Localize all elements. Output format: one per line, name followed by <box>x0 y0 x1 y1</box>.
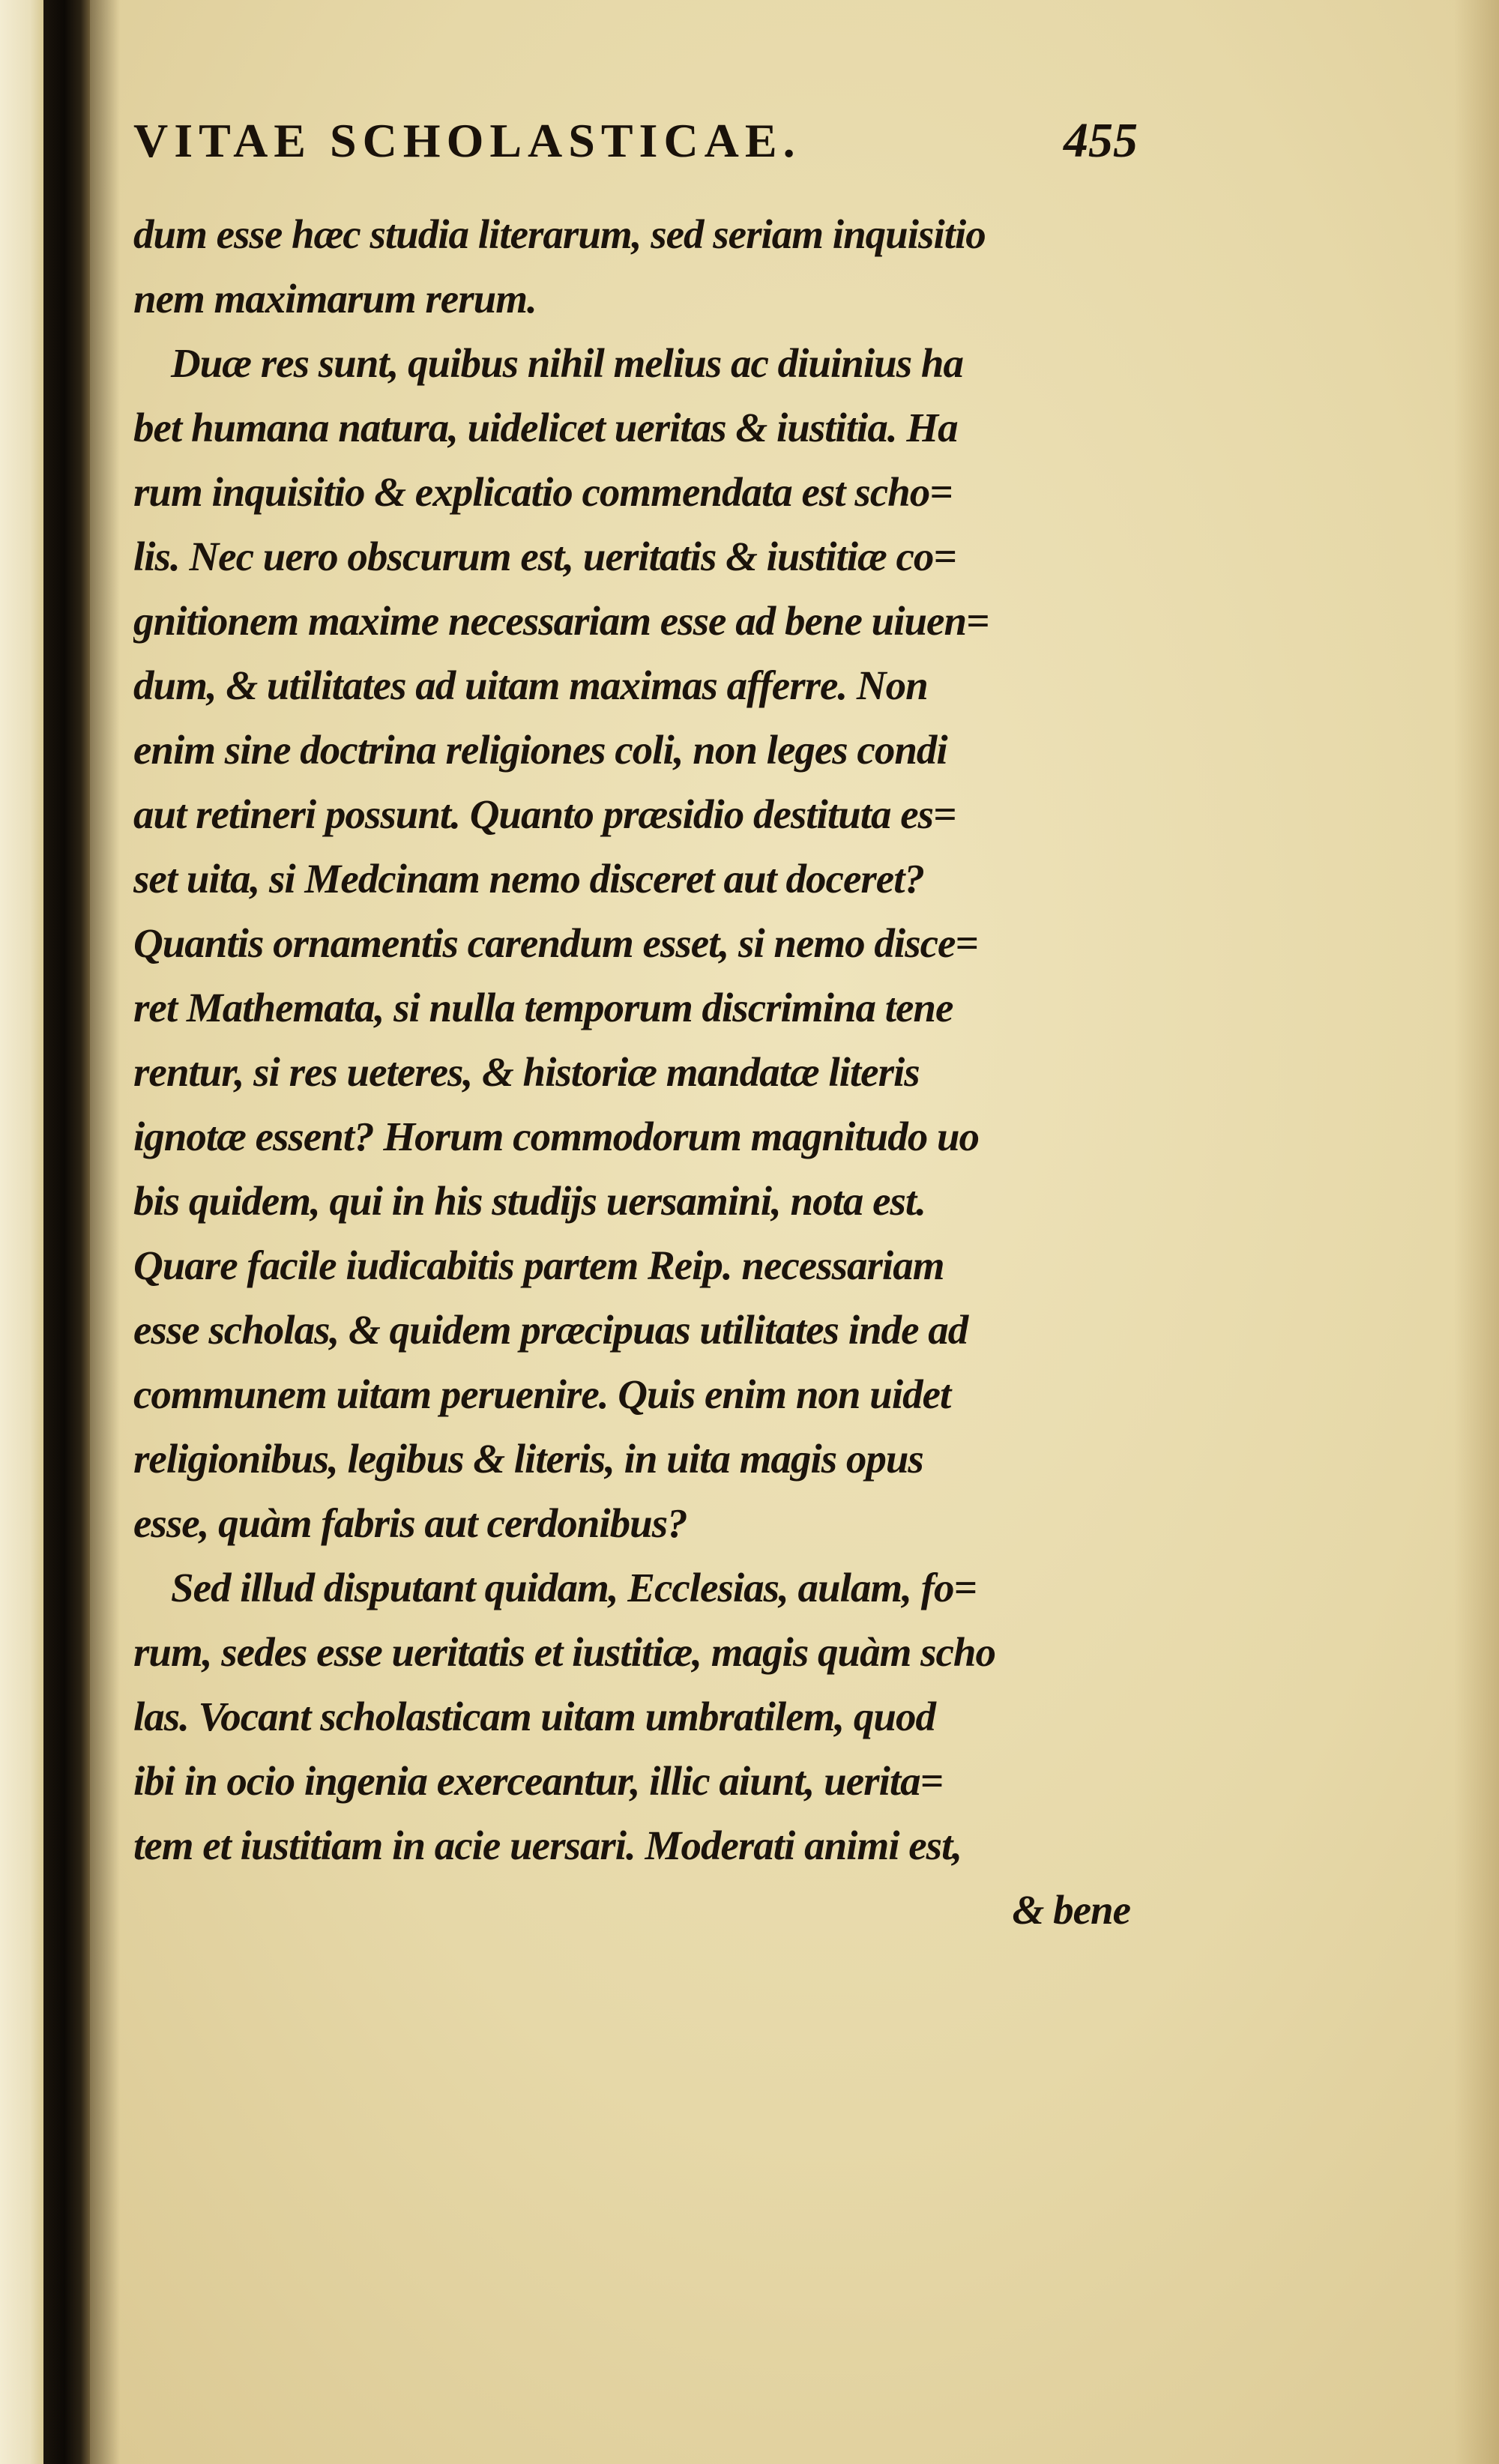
text-line: rum inquisitio & explicatio commendata est scho= <box>133 469 953 515</box>
text-line: Sed illud disputant quidam, Ecclesias, aulam, fo= <box>171 1565 977 1610</box>
facing-page-edge <box>0 0 43 2464</box>
text-line: las. Vocant scholasticam uitam umbratilem, quod <box>133 1694 935 1739</box>
body-text <box>133 202 1138 1942</box>
text-block <box>133 112 1138 1942</box>
gutter-shadow <box>90 0 120 2464</box>
text-line: tem et iustitiam in acie uersari. Moderati animi est, <box>133 1823 962 1868</box>
page-number: 455 <box>1064 113 1138 168</box>
text-line: bis quidem, qui in his studijs uersamini, nota est. <box>133 1178 926 1224</box>
book-spine-shadow <box>43 0 90 2464</box>
text-line: nem maximarum rerum. <box>133 276 537 321</box>
text-line: dum esse hæc studia literarum, sed seriam inquisitio <box>133 211 986 257</box>
text-line: esse, quàm fabris aut cerdonibus? <box>133 1500 687 1546</box>
text-line: religionibus, legibus & literis, in uita magis opus <box>133 1436 923 1482</box>
page-edge-shade <box>1454 0 1499 2464</box>
text-line: ret Mathemata, si nulla temporum discrimina tene <box>133 985 953 1030</box>
text-line: esse scholas, & quidem præcipuas utilitates inde ad <box>133 1307 968 1353</box>
text-line: aut retineri possunt. Quanto præsidio destituta es= <box>133 791 956 837</box>
text-line: ignotæ essent? Horum commodorum magnitudo uo <box>133 1114 980 1159</box>
running-head-title: VITAE SCHOLASTICAE. <box>133 114 801 167</box>
text-line: ibi in ocio ingenia exerceantur, illic aiunt, uerita= <box>133 1758 943 1804</box>
text-line: Quare facile iudicabitis partem Reip. necessariam <box>133 1242 944 1288</box>
text-line: rentur, si res ueteres, & historiæ mandatæ literis <box>133 1049 920 1095</box>
text-line: dum, & utilitates ad uitam maximas afferre. Non <box>133 662 928 708</box>
text-line: enim sine doctrina religiones coli, non leges condi <box>133 727 947 773</box>
text-line: Quantis ornamentis carendum esset, si nemo disce= <box>133 920 978 966</box>
text-line: lis. Nec uero obscurum est, ueritatis & iustitiæ co= <box>133 534 956 579</box>
text-line: Duæ res sunt, quibus nihil melius ac diuinius ha <box>171 340 963 386</box>
text-line: rum, sedes esse ueritatis et iustitiæ, magis quàm scho <box>133 1629 996 1675</box>
text-line: bet humana natura, uidelicet ueritas & iustitia. Ha <box>133 405 958 450</box>
text-line: set uita, si Medcinam nemo disceret aut doceret? <box>133 856 924 902</box>
text-line: gnitionem maxime necessariam esse ad bene uiuen= <box>133 598 989 644</box>
running-head <box>133 112 1138 195</box>
catchword: & bene <box>1012 1887 1130 1933</box>
text-line: communem uitam peruenire. Quis enim non uidet <box>133 1371 951 1417</box>
